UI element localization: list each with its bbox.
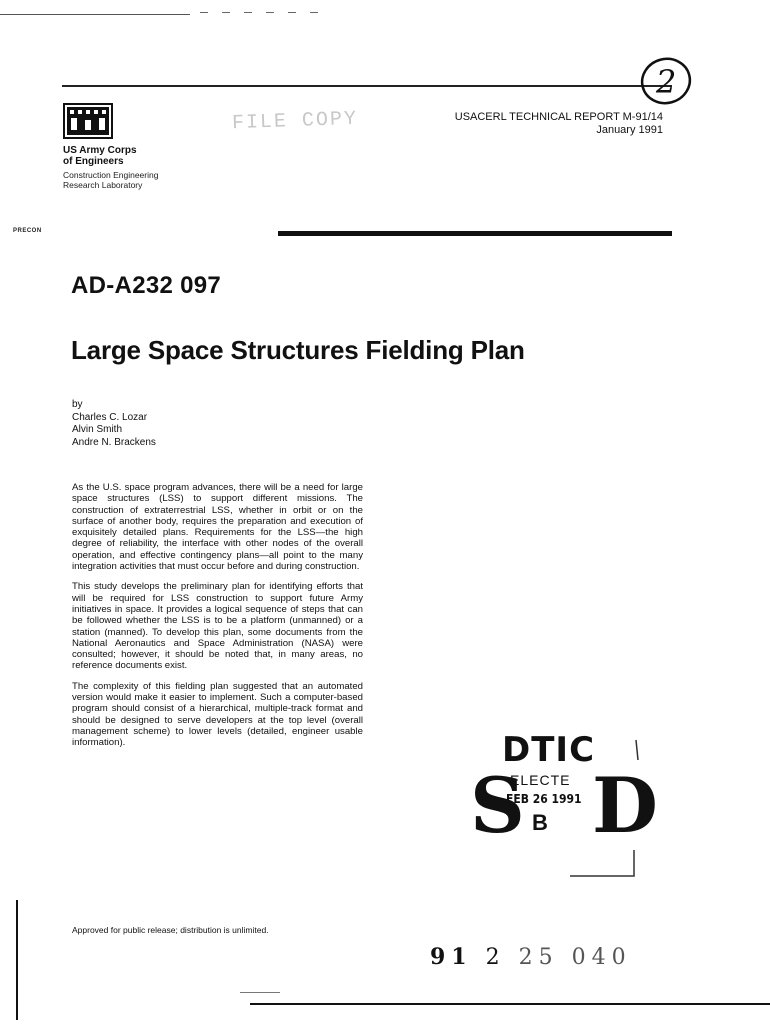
header-rule — [62, 85, 672, 87]
report-title: Large Space Structures Fielding Plan — [71, 335, 525, 365]
castle-icon — [65, 105, 111, 137]
dtic-letter-b: B — [532, 810, 548, 835]
scan-artifact-bottom — [240, 992, 280, 993]
abstract — [72, 482, 363, 758]
dtic-letter-s: S — [470, 761, 525, 850]
release-statement: Approved for public release; distribution is unlimited. — [72, 925, 269, 935]
side-mark: PRECON — [13, 228, 42, 234]
report-date: January 1991 — [596, 124, 663, 136]
dtic-date: FEB 26 1991 — [506, 792, 582, 806]
report-identifier — [455, 111, 663, 137]
handwritten-circle-mark — [638, 53, 694, 109]
dtic-elected-label: ELECTE — [510, 772, 571, 788]
bottom-rule — [250, 1003, 770, 1005]
organization-line-2: of Engineers — [63, 156, 124, 167]
report-number: USACERL TECHNICAL REPORT M-91/14 — [454, 111, 663, 123]
section-divider — [278, 231, 672, 236]
scan-artifact-top — [0, 14, 190, 15]
abstract-paragraph: The complexity of this fielding plan suggested that an automated version would make it easier to implement. Such a computer-based program should consist of a hierarchical, multiple-track format and should be designed to serve developers at the top level (overall management scheme) to lower levels (detailed, engineer usable information). — [72, 680, 363, 749]
dtic-stamp — [470, 730, 658, 880]
ad-number: AD-A232 097 — [71, 272, 222, 299]
scan-artifact-left — [16, 900, 18, 1020]
lab-line-1: Construction Engineering — [63, 170, 159, 180]
lab-name — [63, 171, 158, 190]
organization-name — [63, 145, 137, 167]
author-name: Charles C. Lozar — [72, 411, 148, 423]
doc-code-part: 2 — [485, 945, 506, 970]
lab-line-2: Research Laboratory — [63, 179, 143, 190]
author-name: Alvin Smith — [72, 424, 123, 435]
doc-code-part: 91 — [430, 944, 473, 970]
organization-line-1: US Army Corps — [63, 145, 137, 156]
dtic-letter-d: D — [592, 761, 658, 850]
dtic-title: DTIC — [502, 730, 596, 770]
abstract-paragraph: This study develops the preliminary plan for identifying efforts that will be required for LSS construction to support future Army initiatives in space. It provides a logical sequence of steps that can be followed whether the LSS is to be a platform (unmanned) or a station (manned). To develop this plan, some documents from the National Aeronautics and Space Administration (NASA) were consulted; however, it should be noted that, in many areas, no reference documents exist. — [72, 581, 363, 672]
dtic-bracket-line — [470, 730, 640, 880]
by-label: by — [72, 399, 83, 410]
abstract-paragraph: As the U.S. space program advances, there will be a need for large space structures (LSS) to support different missions. The construction of extraterrestrial LSS, whether in orbit or on the surface of another body, requires the preparation and execution of exquisitely detailed plans. Requirements for the LSS—the high degree of reliability, the interface with other nodes of the overall operation, and effective contingency plans—all point to the many integration activities that must occur before and during construction. — [72, 482, 363, 573]
file-copy-stamp: FILE COPY — [231, 107, 359, 136]
doc-code-part: 040 — [571, 945, 632, 970]
author-block — [72, 399, 156, 449]
scan-artifact-top-dashes — [200, 12, 330, 13]
usace-castle-logo — [63, 103, 113, 139]
author-name: Andre N. Brackens — [72, 436, 156, 448]
document-control-number — [430, 944, 632, 970]
doc-code-part: 25 — [518, 945, 559, 970]
circle-mark-number: 2 — [656, 63, 677, 101]
